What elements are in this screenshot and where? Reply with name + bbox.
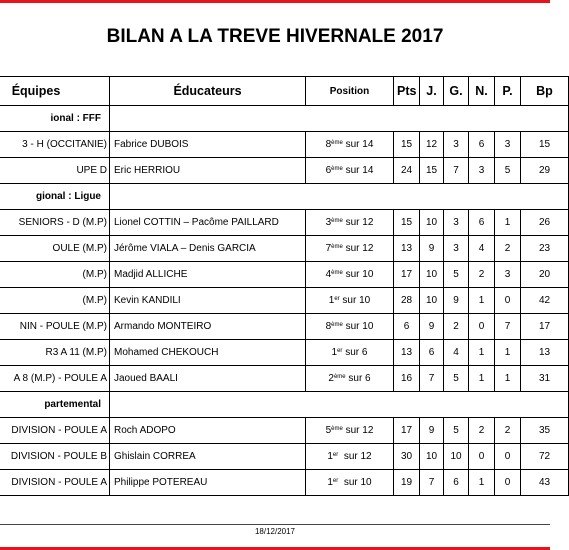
position-cell <box>306 262 394 288</box>
g-cell: 4 <box>444 340 469 366</box>
position-rank-suffix: er <box>332 452 339 458</box>
table-row <box>0 444 569 470</box>
j-cell: 12 <box>420 132 444 158</box>
position-rank-suffix: ème <box>331 426 343 432</box>
bp-cell: 17 <box>521 314 569 340</box>
team-cell: A 8 (M.P) - POULE A <box>0 366 110 392</box>
position-cell <box>306 236 394 262</box>
bp-cell: 20 <box>521 262 569 288</box>
position-cell <box>306 158 394 184</box>
section-filler <box>110 106 569 132</box>
bp-cell: 72 <box>521 444 569 470</box>
pts-cell: 6 <box>394 314 420 340</box>
position-cell <box>306 210 394 236</box>
pts-cell: 15 <box>394 132 420 158</box>
g-cell: 5 <box>444 366 469 392</box>
j-cell: 7 <box>420 366 444 392</box>
coach-cell: Jaoued BAALI <box>110 366 306 392</box>
p-cell: 2 <box>495 418 521 444</box>
position-total: sur 10 <box>342 269 374 280</box>
table-row <box>0 366 569 392</box>
section-row <box>0 106 569 132</box>
bp-cell: 15 <box>521 132 569 158</box>
g-cell: 3 <box>444 236 469 262</box>
j-cell: 7 <box>420 470 444 496</box>
position-total: sur 6 <box>342 347 368 358</box>
position-rank-suffix: ème <box>331 244 343 250</box>
position-total: sur 6 <box>345 373 371 384</box>
team-cell: DIVISION - POULE A <box>0 418 110 444</box>
section-row <box>0 184 569 210</box>
g-cell: 9 <box>444 288 469 314</box>
j-cell: 9 <box>420 314 444 340</box>
section-label: partemental <box>0 392 110 418</box>
position-total: sur 10 <box>342 321 374 332</box>
n-cell: 2 <box>469 418 495 444</box>
pts-cell: 30 <box>394 444 420 470</box>
p-cell: 5 <box>495 158 521 184</box>
g-cell: 2 <box>444 314 469 340</box>
position-rank-suffix: er <box>332 478 339 484</box>
g-cell: 7 <box>444 158 469 184</box>
bp-cell: 23 <box>521 236 569 262</box>
j-cell: 9 <box>420 418 444 444</box>
coach-cell: Mohamed CHEKOUCH <box>110 340 306 366</box>
coach-cell: Philippe POTEREAU <box>110 470 306 496</box>
j-cell: 9 <box>420 236 444 262</box>
position-cell <box>306 340 394 366</box>
position-rank-suffix: ème <box>331 322 343 328</box>
position-cell <box>306 418 394 444</box>
p-cell: 3 <box>495 262 521 288</box>
pts-cell: 28 <box>394 288 420 314</box>
header-educateurs: Éducateurs <box>110 77 306 106</box>
team-cell: SENIORS - D (M.P) <box>0 210 110 236</box>
section-label: gional : Ligue <box>0 184 110 210</box>
bp-cell: 13 <box>521 340 569 366</box>
team-cell: 3 - H (OCCITANIE) <box>0 132 110 158</box>
position-rank: 7 <box>325 243 332 254</box>
bp-cell: 43 <box>521 470 569 496</box>
results-table-viewport <box>0 76 553 506</box>
p-cell: 1 <box>495 210 521 236</box>
bp-cell: 42 <box>521 288 569 314</box>
n-cell: 1 <box>469 340 495 366</box>
j-cell: 10 <box>420 210 444 236</box>
results-table <box>0 76 569 496</box>
position-rank-suffix: er <box>337 348 343 354</box>
n-cell: 1 <box>469 366 495 392</box>
position-rank: 8 <box>325 321 332 332</box>
table-row <box>0 132 569 158</box>
p-cell: 0 <box>495 470 521 496</box>
header-n: N. <box>469 77 495 106</box>
position-rank: 1 <box>331 347 338 358</box>
top-red-border <box>0 0 550 3</box>
position-rank-suffix: ème <box>331 270 343 276</box>
header-equipes: Équipes <box>0 77 110 106</box>
position-total: sur 14 <box>342 165 374 176</box>
bp-cell: 35 <box>521 418 569 444</box>
team-cell: UPE D <box>0 158 110 184</box>
team-cell: NIN - POULE (M.P) <box>0 314 110 340</box>
bp-cell: 29 <box>521 158 569 184</box>
header-p: P. <box>495 77 521 106</box>
g-cell: 3 <box>444 132 469 158</box>
pts-cell: 17 <box>394 418 420 444</box>
p-cell: 0 <box>495 288 521 314</box>
team-cell: DIVISION - POULE B <box>0 444 110 470</box>
pts-cell: 19 <box>394 470 420 496</box>
coach-cell: Lionel COTTIN – Pacôme PAILLARD <box>110 210 306 236</box>
team-cell: (M.P) <box>0 262 110 288</box>
n-cell: 0 <box>469 444 495 470</box>
table-row <box>0 210 569 236</box>
position-rank: 5 <box>325 425 332 436</box>
n-cell: 3 <box>469 158 495 184</box>
pts-cell: 17 <box>394 262 420 288</box>
position-cell <box>306 132 394 158</box>
n-cell: 6 <box>469 210 495 236</box>
table-row <box>0 236 569 262</box>
position-rank: 1 <box>327 477 333 488</box>
p-cell: 2 <box>495 236 521 262</box>
pts-cell: 15 <box>394 210 420 236</box>
n-cell: 0 <box>469 314 495 340</box>
n-cell: 4 <box>469 236 495 262</box>
team-cell: (M.P) <box>0 288 110 314</box>
team-cell: OULE (M.P) <box>0 236 110 262</box>
team-cell: R3 A 11 (M.P) <box>0 340 110 366</box>
pts-cell: 16 <box>394 366 420 392</box>
position-rank-suffix: ème <box>333 374 346 380</box>
bp-cell: 31 <box>521 366 569 392</box>
coach-cell: Fabrice DUBOIS <box>110 132 306 158</box>
j-cell: 6 <box>420 340 444 366</box>
position-rank: 4 <box>325 269 332 280</box>
j-cell: 10 <box>420 444 444 470</box>
pts-cell: 13 <box>394 340 420 366</box>
position-rank-suffix: er <box>334 296 340 302</box>
pts-cell: 13 <box>394 236 420 262</box>
table-header-row <box>0 77 569 106</box>
table-body <box>0 106 569 496</box>
coach-cell: Jérôme VIALA – Denis GARCIA <box>110 236 306 262</box>
position-cell <box>306 366 394 392</box>
p-cell: 0 <box>495 444 521 470</box>
table-row <box>0 158 569 184</box>
coach-cell: Armando MONTEIRO <box>110 314 306 340</box>
section-filler <box>110 184 569 210</box>
footer-date: 18/12/2017 <box>254 527 296 536</box>
team-cell: DIVISION - POULE A <box>0 470 110 496</box>
position-rank: 1 <box>328 295 335 306</box>
position-rank-suffix: ème <box>331 140 343 146</box>
j-cell: 15 <box>420 158 444 184</box>
table-row <box>0 470 569 496</box>
header-j: J. <box>420 77 444 106</box>
n-cell: 1 <box>469 470 495 496</box>
p-cell: 1 <box>495 366 521 392</box>
coach-cell: Kevin KANDILI <box>110 288 306 314</box>
position-total: sur 12 <box>338 451 372 462</box>
position-cell <box>306 314 394 340</box>
position-rank: 8 <box>325 139 332 150</box>
p-cell: 1 <box>495 340 521 366</box>
j-cell: 10 <box>420 262 444 288</box>
section-row <box>0 392 569 418</box>
p-cell: 3 <box>495 132 521 158</box>
position-total: sur 10 <box>338 477 372 488</box>
g-cell: 6 <box>444 470 469 496</box>
n-cell: 1 <box>469 288 495 314</box>
section-filler <box>110 392 569 418</box>
table-row <box>0 340 569 366</box>
table-row <box>0 314 569 340</box>
position-rank: 6 <box>325 165 332 176</box>
coach-cell: Madjid ALLICHE <box>110 262 306 288</box>
g-cell: 5 <box>444 418 469 444</box>
position-total: sur 12 <box>342 217 374 228</box>
section-label: ional : FFF <box>0 106 110 132</box>
position-rank: 1 <box>327 451 333 462</box>
position-total: sur 14 <box>342 139 374 150</box>
pts-cell: 24 <box>394 158 420 184</box>
p-cell: 7 <box>495 314 521 340</box>
position-cell <box>306 470 394 496</box>
g-cell: 5 <box>444 262 469 288</box>
header-bp: Bp <box>521 77 569 106</box>
header-g: G. <box>444 77 469 106</box>
table-row <box>0 288 569 314</box>
coach-cell: Eric HERRIOU <box>110 158 306 184</box>
position-rank: 3 <box>325 217 332 228</box>
coach-cell: Roch ADOPO <box>110 418 306 444</box>
coach-cell: Ghislain CORREA <box>110 444 306 470</box>
bp-cell: 26 <box>521 210 569 236</box>
header-pts: Pts <box>394 77 420 106</box>
position-total: sur 12 <box>342 243 374 254</box>
position-rank-suffix: ème <box>331 166 343 172</box>
page-title: BILAN A LA TREVE HIVERNALE 2017 <box>106 26 444 47</box>
position-rank-suffix: ème <box>331 218 343 224</box>
table-row <box>0 418 569 444</box>
header-position: Position <box>306 77 394 106</box>
g-cell: 10 <box>444 444 469 470</box>
position-rank: 2 <box>328 373 334 384</box>
table-row <box>0 262 569 288</box>
n-cell: 2 <box>469 262 495 288</box>
footer-rule <box>0 524 550 525</box>
n-cell: 6 <box>469 132 495 158</box>
j-cell: 10 <box>420 288 444 314</box>
position-cell <box>306 288 394 314</box>
position-total: sur 12 <box>342 425 374 436</box>
g-cell: 3 <box>444 210 469 236</box>
position-cell <box>306 444 394 470</box>
position-total: sur 10 <box>339 295 371 306</box>
